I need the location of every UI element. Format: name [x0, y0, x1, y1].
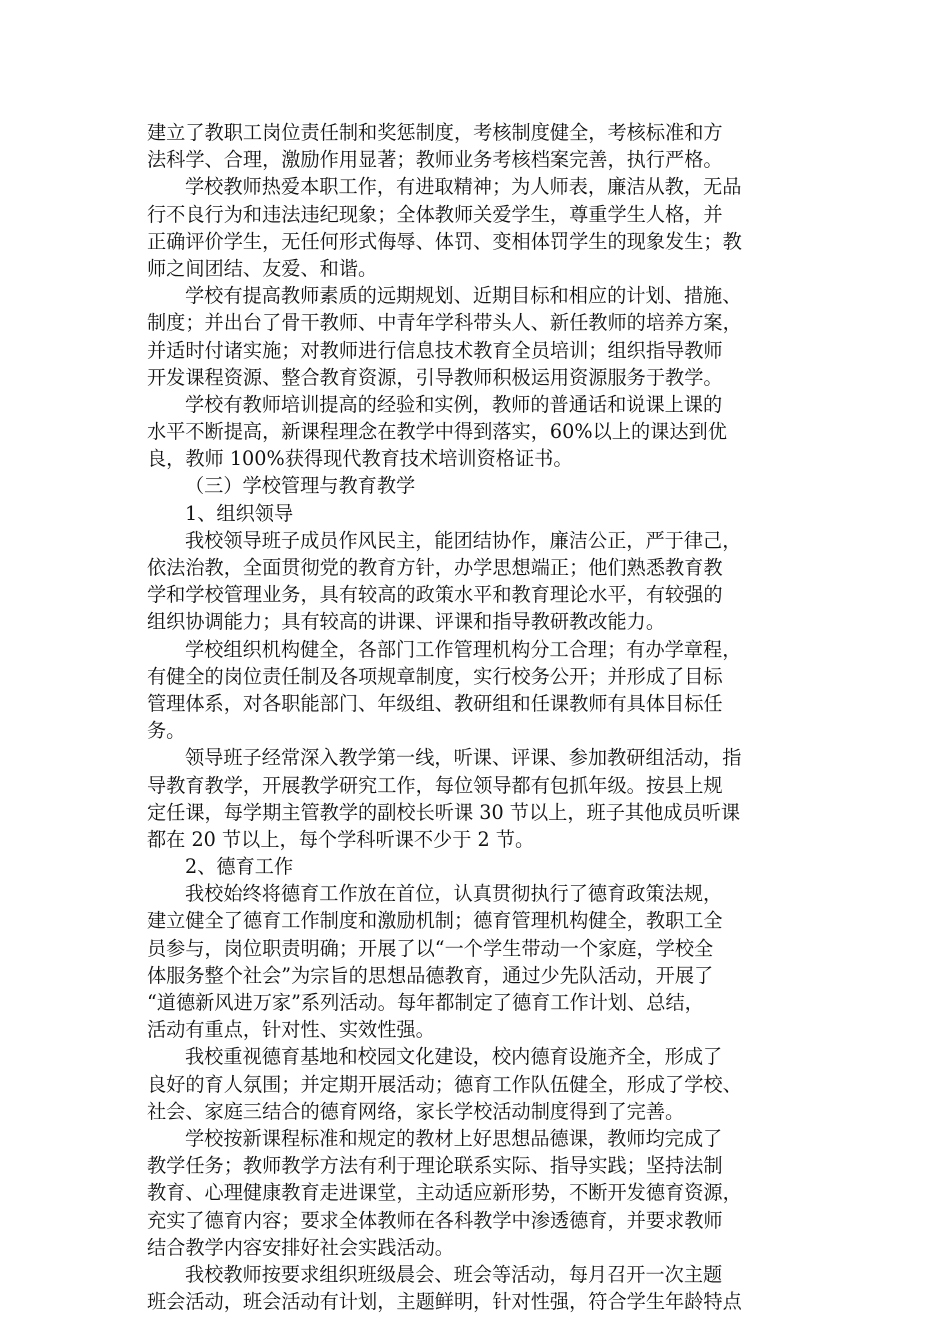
- text-line: 学校组织机构健全，各部门工作管理机构分工合理；有办学章程，: [185, 637, 742, 661]
- text-line: 活动有重点，针对性、实效性强。: [147, 1018, 435, 1042]
- text-line: 社会、家庭三结合的德育网络，家长学校活动制度得到了完善。: [147, 1099, 685, 1123]
- text-line: 我校重视德育基地和校园文化建设，校内德育设施齐全，形成了: [185, 1045, 723, 1069]
- text-line: 班会活动，班会活动有计划，主题鲜明，针对性强，符合学生年龄特点: [147, 1290, 742, 1314]
- text-line: 导教育教学，开展教学研究工作，每位领导都有包抓年级。按县上规: [147, 773, 723, 797]
- text-line: 体服务整个社会”为宗旨的思想品德教育，通过少先队活动，开展了: [147, 963, 714, 987]
- text-line: 我校始终将德育工作放在首位，认真贯彻执行了德育政策法规，: [185, 882, 723, 906]
- text-line: 结合教学内容安排好社会实践活动。: [147, 1235, 454, 1259]
- text-line: 管理体系，对各职能部门、年级组、教研组和任课教师有具体目标任: [147, 691, 723, 715]
- text-line: 2、德育工作: [185, 855, 294, 879]
- text-line: 教学任务；教师教学方法有利于理论联系实际、指导实践；坚持法制: [147, 1154, 723, 1178]
- text-line: 建立健全了德育工作制度和激励机制；德育管理机构健全，教职工全: [147, 909, 723, 933]
- text-line: 制度；并出台了骨干教师、中青年学科带头人、新任教师的培养方案，: [147, 311, 742, 335]
- text-line: 学和学校管理业务，具有较高的政策水平和教育理论水平，有较强的: [147, 583, 723, 607]
- text-line: 务。: [147, 719, 186, 743]
- text-line: 依法治教，全面贯彻党的教育方针，办学思想端正；他们熟悉教育教: [147, 556, 723, 579]
- text-line: 师之间团结、友爱、和谐。: [147, 256, 378, 280]
- text-line: 领导班子经常深入教学第一线，听课、评课、参加教研组活动，指: [185, 746, 742, 770]
- text-line: 员参与，岗位职责明确；开展了以“一个学生带动一个家庭，学校全: [147, 936, 714, 960]
- document-body: [147, 119, 810, 1315]
- text-line: 有健全的岗位责任制及各项规章制度，实行校务公开；并形成了目标: [147, 664, 723, 688]
- text-line: （三）学校管理与教育教学: [185, 474, 416, 498]
- text-line: 学校教师热爱本职工作，有进取精神；为人师表，廉洁从教，无品: [185, 175, 742, 199]
- text-line: 教育、心理健康教育走进课堂，主动适应新形势，不断开发德育资源，: [147, 1181, 742, 1205]
- text-line: 法科学、合理，激励作用显著；教师业务考核档案完善，执行严格。: [147, 148, 723, 172]
- text-line: 我校领导班子成员作风民主，能团结协作，廉洁公正，严于律己，: [185, 528, 742, 552]
- text-line: 并适时付诸实施；对教师进行信息技术教育全员培训；组织指导教师: [147, 338, 723, 362]
- text-line: 都在 20 节以上，每个学科听课不少于 2 节。: [147, 827, 535, 851]
- text-line: 正确评价学生，无任何形式侮辱、体罚、变相体罚学生的现象发生；教: [147, 229, 742, 253]
- text-line: 行不良行为和违法违纪现象；全体教师关爱学生，尊重学生人格，并: [147, 202, 723, 226]
- text-line: 水平不断提高，新课程理念在教学中得到落实，60%以上的课达到优: [147, 420, 727, 444]
- text-line: 建立了教职工岗位责任制和奖惩制度，考核制度健全，考核标准和方: [147, 121, 723, 144]
- text-line: 充实了德育内容；要求全体教师在各科教学中渗透德育，并要求教师: [147, 1208, 723, 1232]
- text-line: 我校教师按要求组织班级晨会、班会等活动，每月召开一次主题: [185, 1262, 723, 1286]
- text-line: 学校有教师培训提高的经验和实例，教师的普通话和说课上课的: [185, 392, 723, 416]
- text-line: 定任课，每学期主管教学的副校长听课 30 节以上，班子其他成员听课: [147, 800, 741, 824]
- text-line: 学校有提高教师素质的远期规划、近期目标和相应的计划、措施、: [185, 284, 742, 308]
- text-line: 1、组织领导: [185, 501, 294, 525]
- text-line: 良好的育人氛围；并定期开展活动；德育工作队伍健全，形成了学校、: [147, 1072, 742, 1096]
- text-line: 学校按新课程标准和规定的教材上好思想品德课，教师均完成了: [185, 1126, 723, 1150]
- text-line: “道德新风进万家”系列活动。每年都制定了德育工作计划、总结，: [147, 991, 704, 1014]
- text-line: 组织协调能力；具有较高的讲课、评课和指导教研教改能力。: [147, 610, 666, 634]
- text-line: 开发课程资源、整合教育资源，引导教师积极运用资源服务于教学。: [147, 365, 723, 389]
- text-line: 良，教师 100%获得现代教育技术培训资格证书。: [147, 447, 573, 471]
